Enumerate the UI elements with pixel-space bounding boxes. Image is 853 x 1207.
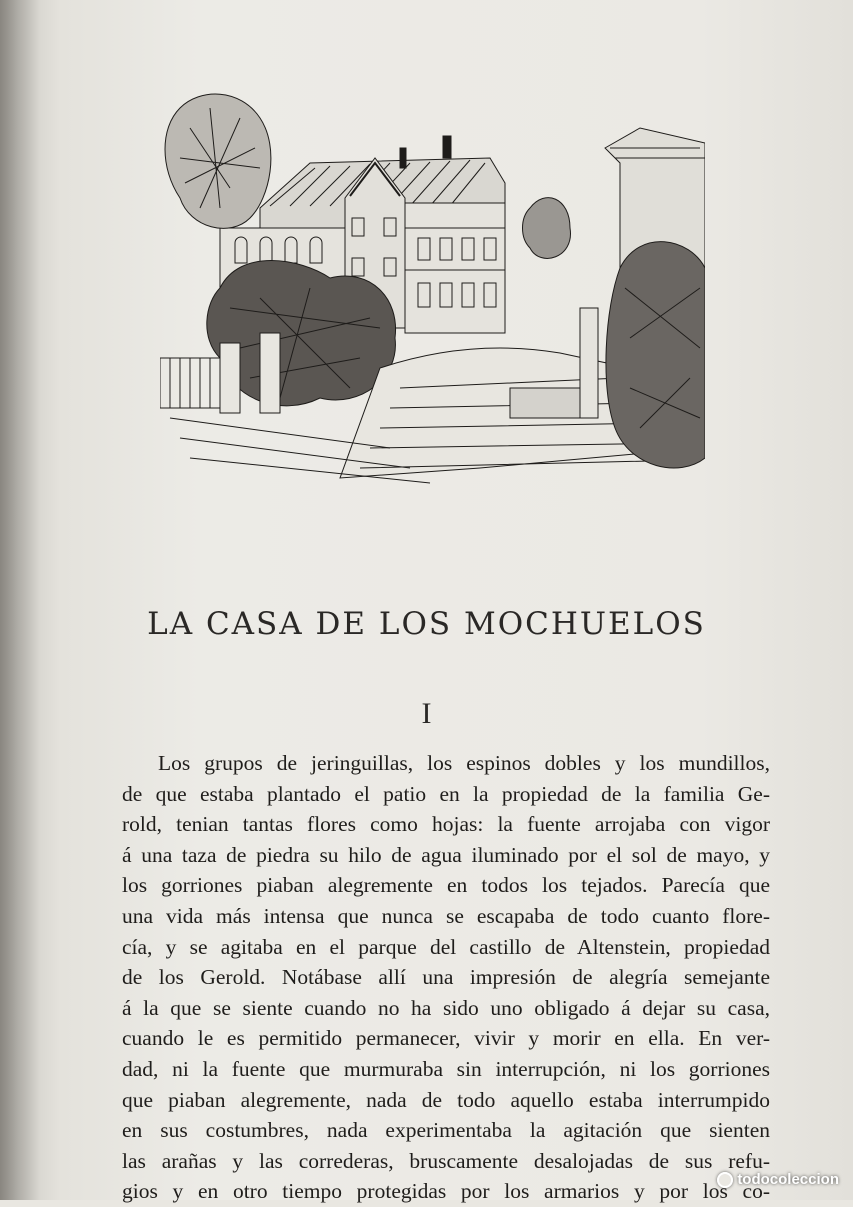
- engraving-illustration: [160, 88, 705, 488]
- paragraph-line: que piaban alegremente, nada de todo aquello estaba interrumpido: [122, 1087, 770, 1112]
- body-paragraph: [122, 748, 770, 1207]
- paragraph-line: dad, ni la fuente que murmuraba sin interrupción, ni los gorriones: [122, 1056, 770, 1081]
- story-title: LA CASA DE LOS MOCHUELOS: [147, 606, 706, 642]
- paragraph-line: á la que se siente cuando no ha sido uno obligado á dejar su casa,: [122, 995, 770, 1020]
- paragraph-line: las arañas y las correderas, bruscamente desalojadas de sus refu-: [122, 1148, 770, 1173]
- paragraph-line: cuando le es permitido permanecer, vivir y morir en ella. En ver-: [122, 1026, 770, 1051]
- paragraph-line: Los grupos de jeringuillas, los espinos dobles y los mundillos,: [158, 751, 770, 775]
- paragraph-line: á una taza de piedra su hilo de agua iluminado por el sol de mayo, y: [122, 842, 770, 867]
- paragraph-line: en sus costumbres, nada experimentaba la agitación que sienten: [122, 1118, 770, 1143]
- paragraph-line: gios y en otro tiempo protegidas por los armarios y por los co-: [122, 1179, 770, 1204]
- paragraph-line: de los Gerold. Notábase allí una impresión de alegría semejante: [122, 965, 770, 990]
- watermark-logo-icon: [717, 1172, 733, 1188]
- paragraph-line: rold, tenian tantas flores como hojas: la fuente arrojaba con vigor: [122, 812, 770, 837]
- chapter-number: I: [421, 697, 432, 730]
- paragraph-line: de que estaba plantado el patio en la propiedad de la familia Ge-: [122, 781, 770, 806]
- watermark: [717, 1171, 839, 1188]
- paragraph-line: una vida más intensa que nunca se escapaba de todo cuanto flore-: [122, 903, 770, 928]
- watermark-text: todocoleccion: [737, 1171, 839, 1188]
- gutter-shadow: [0, 0, 40, 1200]
- paragraph-line: cía, y se agitaba en el parque del castillo de Altenstein, propiedad: [122, 934, 770, 959]
- paragraph-line: los gorriones piaban alegremente en todos los tejados. Parecía que: [122, 873, 770, 898]
